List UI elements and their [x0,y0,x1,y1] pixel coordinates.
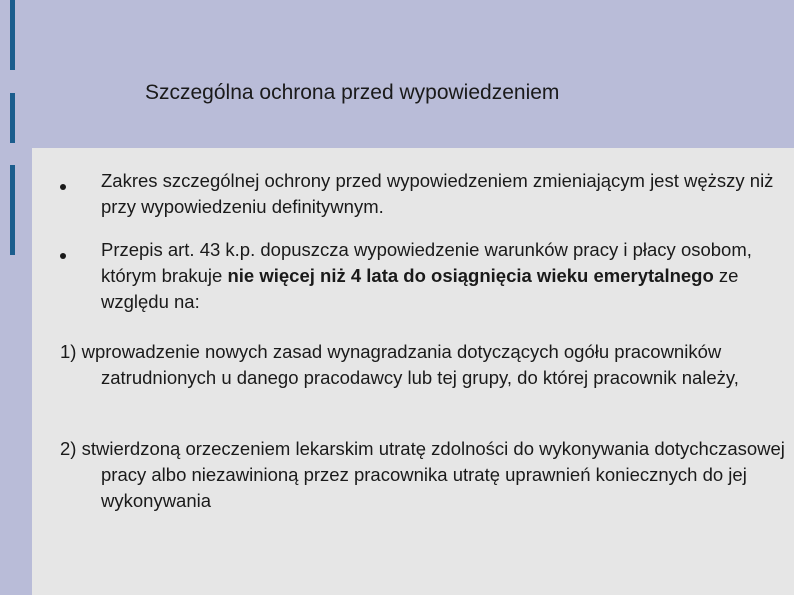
bullet-text-start: Przepis art. 43 k.p. dopuszcza wypowiedzenie warunków pracy i płacy osobom, którym brakuje [101,239,752,286]
decorative-stripe-top [10,0,15,70]
numbered-item-2: 2) stwierdzoną orzeczeniem lekarskim utratę zdolności do wykonywania dotychczasowej pracy albo niezawinioną przez pracownika utratę uprawnień koniecznych do jej wykonywania [60,438,785,511]
content-panel [32,148,794,595]
decorative-stripe-bottom [10,165,15,255]
numbered-item-1: 1) wprowadzenie nowych zasad wynagradzania dotyczących ogółu pracowników zatrudnionych u danego pracodawcy lub tej grupy, do której pracownik należy, [60,341,739,388]
bullet-text-end: ze względu na: [101,265,739,312]
bullet-text-emphasis: nie więcej niż 4 lata do osiągnięcia wieku emerytalnego [227,265,714,286]
bullet-dot-icon [60,184,66,190]
decorative-stripe-middle [10,93,15,143]
slide-title: Szczególna ochrona przed wypowiedzeniem [145,81,560,104]
bullet-text [101,237,781,315]
bullet-dot-icon [60,253,66,259]
bullet-text: Zakres szczególnej ochrony przed wypowiedzeniem zmieniającym jest węższy niż przy wypowiedzeniu definitywnym. [101,170,774,217]
